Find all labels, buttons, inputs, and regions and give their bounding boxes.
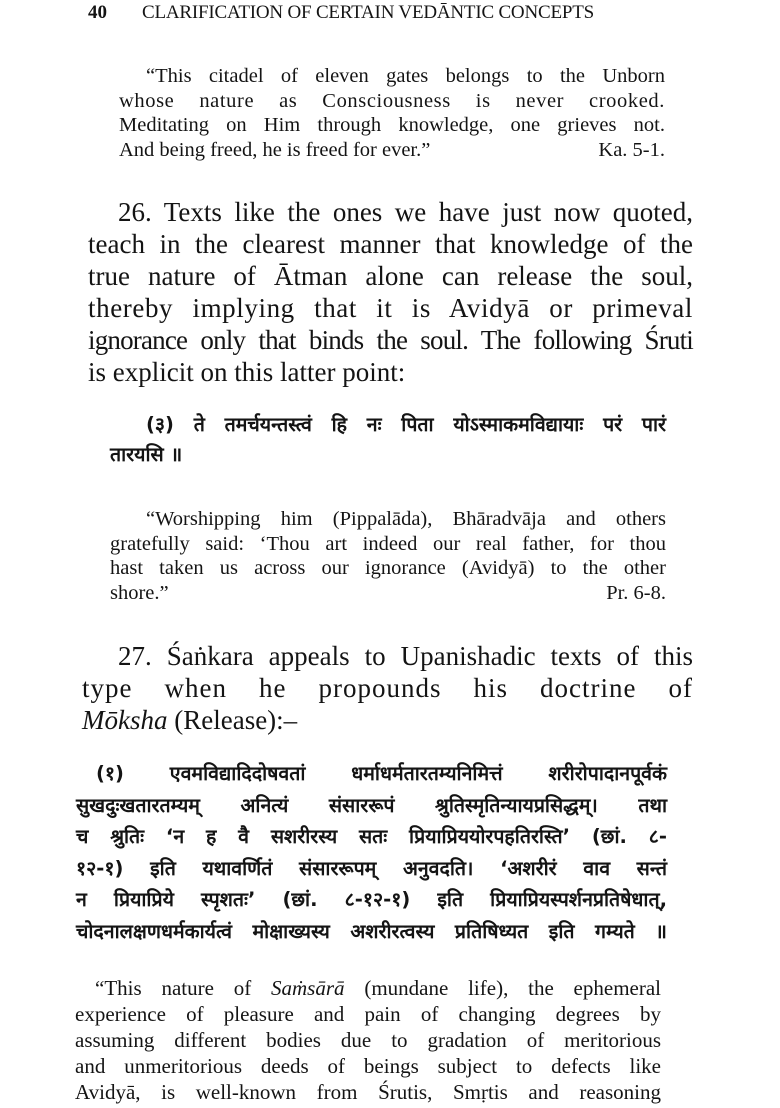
citation: Ka. 5-1. (598, 138, 665, 161)
paragraph-line: thereby implying that it is Avidyā or primeval (88, 293, 693, 323)
sanskrit-verse-3 (110, 410, 666, 470)
paragraph-line: type when he propounds his doctrine of (82, 673, 693, 703)
sanskrit-line: चोदनालक्षणधर्मकार्यत्वं मोक्षाख्यस्य अशरीरत्वस्य प्रतिषिध्यत इति गम्यते ॥ (76, 919, 667, 943)
sanskrit-line: न प्रियाप्रिये स्पृशतः’ (छां. ८-१२-१) इति प्रियाप्रियस्पर्शनप्रतिषेधात्, (76, 888, 667, 911)
sanskrit-line: (१) एवमविद्यादिदोषवतां धर्माधर्मतारतम्यनिमित्तं शरीरोपादानपूर्वकं (96, 762, 667, 785)
paragraph-line: ignorance only that binds the soul. The following Śruti (88, 325, 693, 355)
running-header (88, 0, 648, 30)
paragraph-line: 27. Śaṅkara appeals to Upanishadic texts of this (118, 641, 693, 671)
quote-line: experience of pleasure and pain of changing degrees by (75, 1002, 661, 1026)
quote-line: “This citadel of eleven gates belongs to the Unborn (146, 65, 665, 87)
quote-line: gratefully said: ‘Thou art indeed our real father, for thou (110, 532, 666, 555)
quote-prashna (110, 507, 666, 605)
quote-samsara (75, 975, 661, 1105)
paragraph-line: is explicit on this latter point: (88, 357, 406, 387)
term-samsara: Saṁsārā (271, 976, 345, 1000)
quote-line: “This nature of Saṁsārā (mundane life), the ephemeral (95, 976, 662, 1000)
quote-line: Avidyā, is well-known from Śrutis, Smṛtis and reasoning (75, 1080, 661, 1104)
quote-line: Meditating on Him through knowledge, one grieves not. (119, 114, 665, 136)
running-title: CLARIFICATION OF CERTAIN VEDĀNTIC CONCEPTS (142, 2, 594, 23)
quote-line: And being freed, he is freed for ever.” Ka. 5-1. (119, 138, 665, 161)
page-number: 40 (88, 2, 107, 23)
sanskrit-line: सुखदुःखतारतम्यम् अनित्यं संसाररूपं श्रुतिस्मृतिन्यायप्रसिद्धम्। तथा (76, 793, 667, 817)
quote-katha (119, 64, 665, 162)
quote-line: whose nature as Consciousness is never crooked. (119, 89, 665, 112)
citation: Pr. 6-8. (606, 581, 666, 604)
paragraph-27 (82, 640, 693, 736)
sanskrit-passage-1 (76, 758, 667, 947)
quote-line: hast taken us across our ignorance (Avidyā) to the other (110, 557, 666, 579)
sanskrit-line: तारयसि ॥ (110, 443, 183, 466)
paragraph-line: Mōksha (Release):– (82, 705, 298, 735)
quote-line: shore.” Pr. 6-8. (110, 581, 666, 604)
sanskrit-line: १२-१) इति यथावर्णितं संसाररूपम् अनुवदति। ‘अशरीरं वाव सन्तं (76, 856, 667, 880)
paragraph-line: 26. Texts like the ones we have just now quoted, (118, 197, 693, 227)
term-moksha: Mōksha (82, 705, 168, 735)
quote-line: “Worshipping him (Pippalāda), Bhāradvāja and others (146, 508, 666, 530)
paragraph-line: true nature of Ātman alone can release the soul, (88, 261, 693, 291)
sanskrit-line: (३) ते तमर्चयन्तस्त्वं हि नः पिता योऽस्माकमविद्यायाः परं पारं (146, 413, 666, 436)
paragraph-line: teach in the clearest manner that knowledge of the (88, 229, 693, 259)
sanskrit-line: च श्रुतिः ‘न ह वै सशरीरस्य सतः प्रियाप्रिययोरपहतिरस्ति’ (छां. ८- (76, 825, 667, 848)
quote-line: and unmeritorious deeds of beings subject to defects like (75, 1054, 661, 1078)
paragraph-26 (88, 196, 693, 388)
quote-line: assuming different bodies due to gradation of meritorious (75, 1028, 661, 1052)
